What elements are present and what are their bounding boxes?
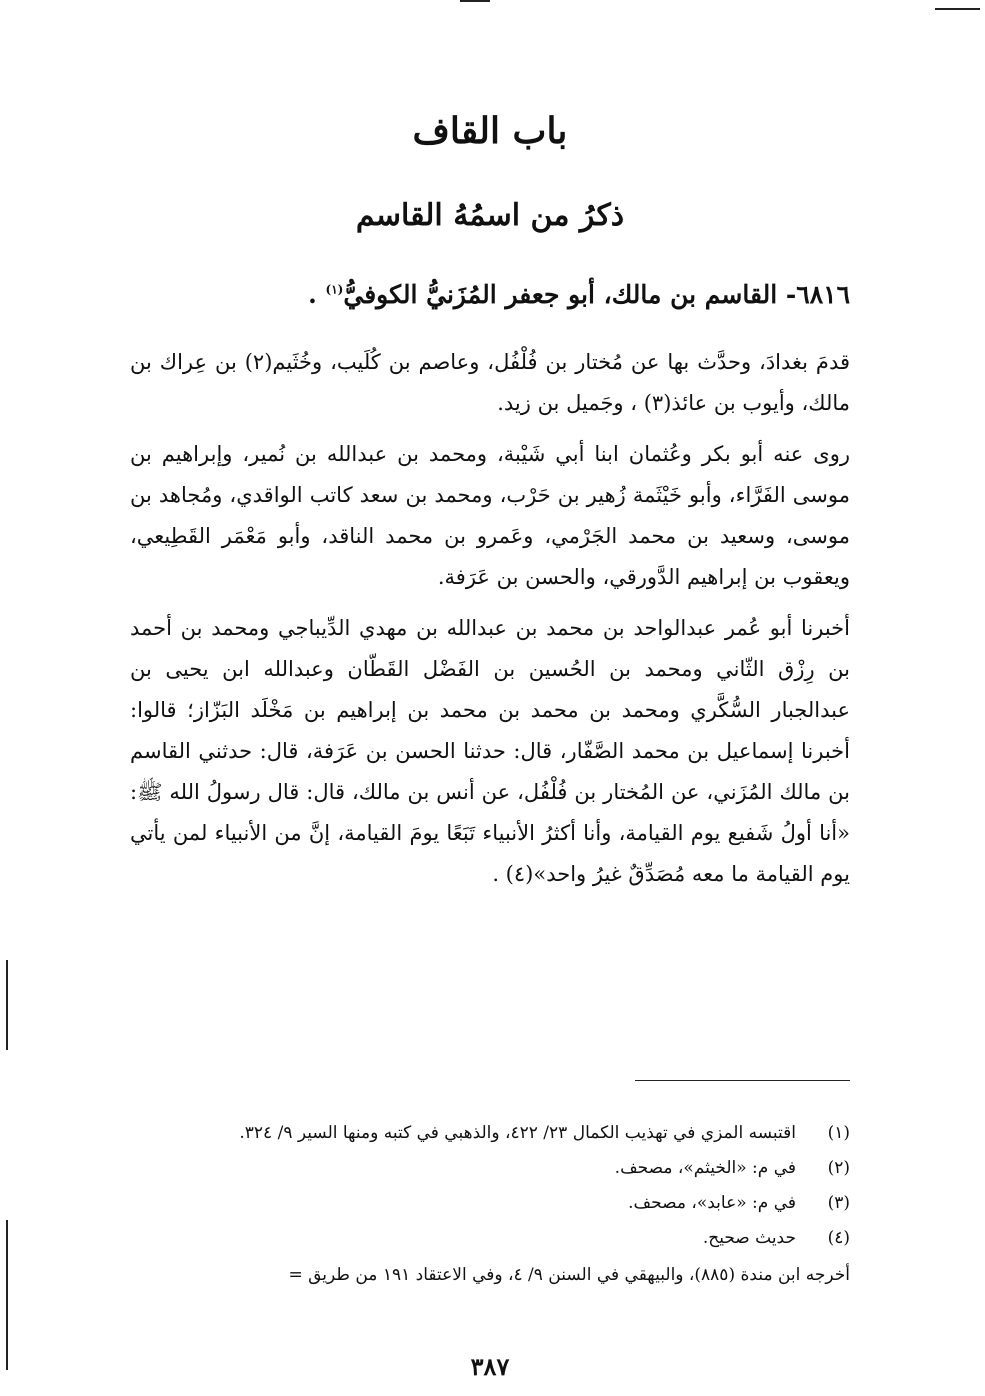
footnote-number: (٤) — [827, 1228, 850, 1248]
footnote-number: (١) — [827, 1123, 850, 1143]
chapter-title: باب القاف — [412, 110, 568, 152]
footnote — [130, 1221, 850, 1256]
entry-heading — [130, 280, 850, 309]
paragraph-narrators: روى عنه أبو بكر وعُثمان ابنا أبي شَيْبة، ومحمد بن عبدالله بن نُمير، وإبراهيم بن موسى الفَرَّاء، وأبو خَيْثَمة زُهير بن حَرْب، ومحمد بن سعد كاتب الواقدي، ومُجاهد بن موسى، وسعيد بن محمد الجَرْمي، وعَمرو بن محمد الناقد، وأبو مَعْمَر القَطِيعي، ويعقوب بن إبراهيم الدَّورقي، والحسن بن عَرَفة. — [130, 442, 850, 589]
footnote-text: حديث صحيح. — [702, 1228, 796, 1248]
footnote-continuation: أخرجه ابن مندة (٨٨٥)، والبيهقي في السنن ٩/ ٤، وفي الاعتقاد ١٩١ من طريق = — [288, 1265, 850, 1285]
book-page — [130, 80, 850, 1381]
scan-artifact-left-edge-2 — [6, 1220, 8, 1370]
footnote-text: في م: «عابد»، مصحف. — [628, 1193, 796, 1213]
footnote-number: (٢) — [827, 1158, 850, 1178]
footnotes — [130, 1116, 850, 1293]
footnote — [130, 1151, 850, 1186]
footnote-separator — [635, 1080, 850, 1081]
footnote-number: (٣) — [827, 1193, 850, 1213]
scan-artifact-top-center — [460, 0, 490, 2]
footnote — [130, 1116, 850, 1151]
page-number: ٣٨٧ — [470, 1352, 510, 1381]
footnote-text: في م: «الخيثم»، مصحف. — [614, 1158, 796, 1178]
entry-note-ref: (١) — [325, 282, 344, 297]
body-text — [130, 342, 850, 905]
entry-heading-text: ٦٨١٦- القاسم بن مالك، أبو جعفر المُزَنيُّ الكوفيُّ — [343, 280, 850, 309]
paragraph-hadith: أخبرنا أبو عُمر عبدالواحد بن محمد بن عبدالله بن مهدي الدِّيباجي ومحمد بن أحمد بن رِزْق الثّاني ومحمد بن الحُسين بن الفَضْل القَطّان وعبدالله ابن يحيى بن عبدالجبار السُّكَّري ومحمد بن محمد بن محمد بن إبراهيم بن مَخْلَد البَزّاز؛ قالوا: أخبرنا إسماعيل بن محمد الصَّفّار، قال: حدثنا الحسن بن عَرَفة، قال: حدثني القاسم بن مالك المُزَني، عن المُختار بن فُلْفُل، عن أنس بن مالك، قال: قال رسولُ الله ﷺ: «أنا أولُ شَفيع يوم القيامة، وأنا أكثرُ الأنبياء تَبَعًا يومَ القيامة، إنَّ من الأنبياء لمن يأتي يوم القيامة ما معه مُصَدِّقٌ غيرُ واحد»(٤) . — [130, 616, 850, 886]
scan-artifact-left-edge — [6, 960, 8, 1050]
footnote-text: اقتبسه المزي في تهذيب الكمال ٢٣/ ٤٢٢، والذهبي في كتبه ومنها السير ٩/ ٣٢٤. — [239, 1123, 796, 1143]
footnote — [130, 1186, 850, 1221]
scan-artifact-top-right — [935, 8, 980, 10]
paragraph-teachers: قدمَ بغدادَ، وحدَّث بها عن مُختار بن فُلْفُل، وعاصم بن كُلَيب، وخُثَيم(٢) بن عِراك بن مالك، وأيوب بن عائذ(٣) ، وجَميل بن زيد. — [130, 350, 850, 415]
entry-heading-trail: . — [308, 280, 326, 309]
section-title: ذكرُ من اسمُهُ القاسم — [355, 198, 625, 233]
